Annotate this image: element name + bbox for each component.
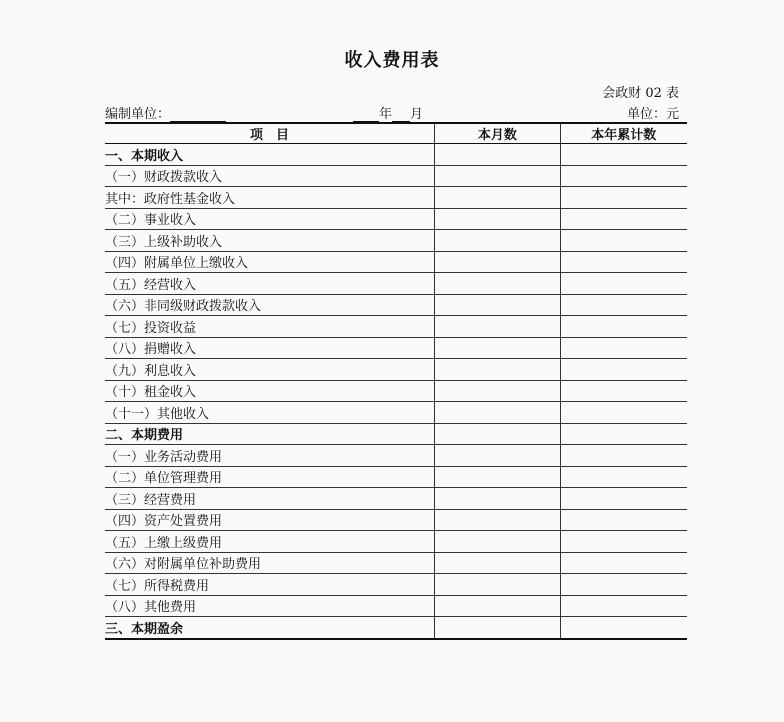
form-code: 会政财 02 表 [602,86,679,101]
table-row [105,144,687,166]
year-value-cell[interactable] [560,402,687,424]
month-value-cell[interactable] [435,294,560,316]
table-row [105,337,687,359]
table-row [105,251,687,273]
month-label: 月 [410,107,424,122]
table-row [105,509,687,531]
month-value-cell[interactable] [435,208,560,230]
month-value-cell[interactable] [435,509,560,531]
header-item: 项 目 [105,123,435,144]
year-value-cell[interactable] [560,509,687,531]
table-row [105,359,687,381]
month-value-cell[interactable] [435,337,560,359]
year-value-cell[interactable] [560,445,687,467]
month-value-cell[interactable] [435,359,560,381]
report-meta-row [105,103,679,121]
year-value-cell[interactable] [560,423,687,445]
table-row [105,445,687,467]
table-row [105,165,687,187]
row-label: （三）上级补助收入 [105,230,435,252]
table-row [105,466,687,488]
month-value-cell[interactable] [435,445,560,467]
month-value-cell[interactable] [435,144,560,166]
year-value-cell[interactable] [560,144,687,166]
row-label: （四）附属单位上缴收入 [105,251,435,273]
month-value-cell[interactable] [435,552,560,574]
month-value-cell[interactable] [435,316,560,338]
table-row [105,187,687,209]
reporting-unit-blank[interactable] [170,107,226,122]
year-value-cell[interactable] [560,294,687,316]
year-blank[interactable] [353,107,379,122]
year-value-cell[interactable] [560,552,687,574]
table-header-row [105,123,687,144]
year-value-cell[interactable] [560,316,687,338]
income-expense-table [105,122,687,640]
header-year: 本年累计数 [560,123,687,144]
report-title: 收入费用表 [344,50,440,71]
row-label: （八）其他费用 [105,595,435,617]
year-value-cell[interactable] [560,165,687,187]
year-value-cell[interactable] [560,531,687,553]
year-value-cell[interactable] [560,187,687,209]
row-label: （八）捐赠收入 [105,337,435,359]
row-label: （三）经营费用 [105,488,435,510]
month-value-cell[interactable] [435,165,560,187]
year-value-cell[interactable] [560,574,687,596]
row-label: （二）单位管理费用 [105,466,435,488]
year-value-cell[interactable] [560,251,687,273]
year-value-cell[interactable] [560,595,687,617]
month-value-cell[interactable] [435,488,560,510]
row-label: （十一）其他收入 [105,402,435,424]
year-value-cell[interactable] [560,380,687,402]
month-value-cell[interactable] [435,230,560,252]
month-blank[interactable] [392,107,410,122]
table-row [105,423,687,445]
year-value-cell[interactable] [560,273,687,295]
month-value-cell[interactable] [435,531,560,553]
reporting-unit-label: 编制单位： [105,107,171,122]
year-value-cell[interactable] [560,230,687,252]
year-value-cell[interactable] [560,488,687,510]
row-label: （七）投资收益 [105,316,435,338]
reporting-unit [105,103,226,122]
year-label: 年 [379,107,393,122]
year-value-cell[interactable] [560,359,687,381]
year-value-cell[interactable] [560,617,687,639]
month-value-cell[interactable] [435,466,560,488]
table-row [105,402,687,424]
month-value-cell[interactable] [435,273,560,295]
row-label: 其中：政府性基金收入 [105,187,435,209]
table-row [105,316,687,338]
row-label: （五）上缴上级费用 [105,531,435,553]
row-label: （四）资产处置费用 [105,509,435,531]
table-row [105,208,687,230]
row-label: 二、本期费用 [105,423,435,445]
table-row [105,273,687,295]
month-value-cell[interactable] [435,574,560,596]
header-month: 本月数 [435,123,560,144]
row-label: （六）对附属单位补助费用 [105,552,435,574]
row-label: （九）利息收入 [105,359,435,381]
month-value-cell[interactable] [435,251,560,273]
row-label: （五）经营收入 [105,273,435,295]
row-label: （六）非同级财政拨款收入 [105,294,435,316]
table-row [105,552,687,574]
row-label: 一、本期收入 [105,144,435,166]
table-row [105,294,687,316]
year-value-cell[interactable] [560,337,687,359]
table-row [105,531,687,553]
table-row [105,380,687,402]
month-value-cell[interactable] [435,423,560,445]
table-row [105,595,687,617]
month-value-cell[interactable] [435,402,560,424]
currency-unit: 单位：元 [626,107,679,122]
month-value-cell[interactable] [435,380,560,402]
row-label: （一）业务活动费用 [105,445,435,467]
row-label: （一）财政拨款收入 [105,165,435,187]
table-row [105,574,687,596]
report-period [353,103,423,122]
year-value-cell[interactable] [560,466,687,488]
table-body [105,144,687,639]
month-value-cell[interactable] [435,595,560,617]
row-label: （七）所得税费用 [105,574,435,596]
month-value-cell[interactable] [435,617,560,639]
row-label: （十）租金收入 [105,380,435,402]
row-label: 三、本期盈余 [105,617,435,639]
month-value-cell[interactable] [435,187,560,209]
row-label: （二）事业收入 [105,208,435,230]
table-row [105,230,687,252]
table-row [105,617,687,639]
table-row [105,488,687,510]
year-value-cell[interactable] [560,208,687,230]
